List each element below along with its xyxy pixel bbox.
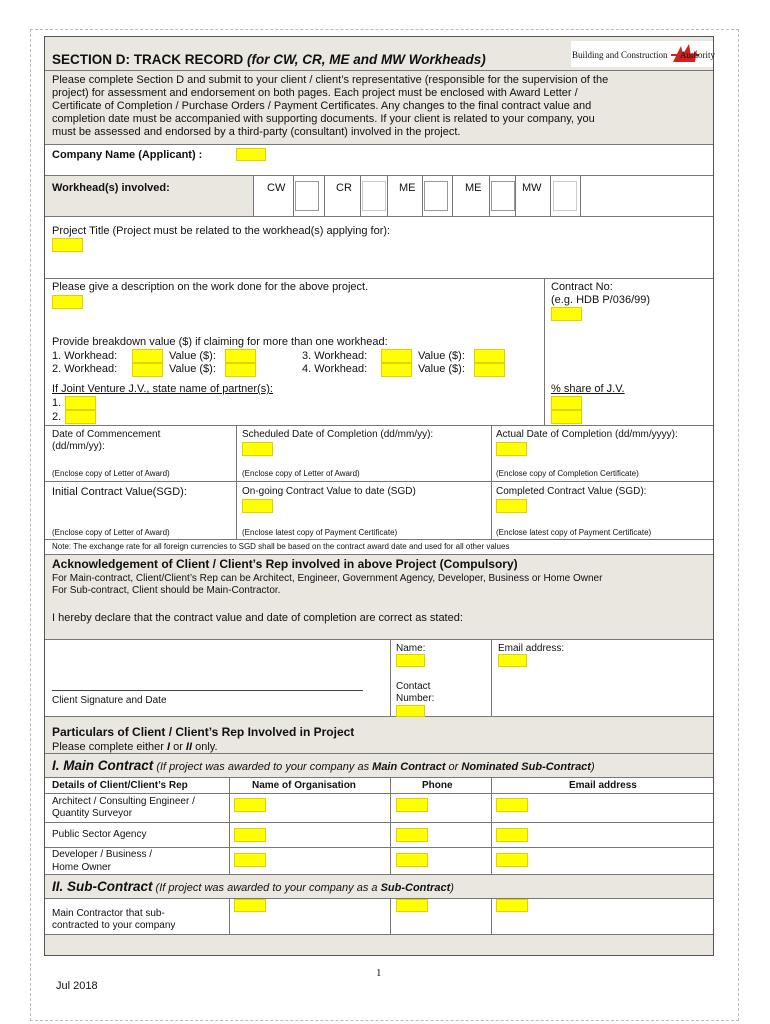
- column-organisation: Name of Organisation: [252, 780, 356, 791]
- table-row: [45, 794, 713, 823]
- developer-organisation-field[interactable]: [234, 853, 266, 867]
- signature-block: [45, 640, 713, 717]
- particulars-subtitle: Please complete either I or II only.: [52, 741, 218, 753]
- client-email-field[interactable]: [498, 654, 527, 667]
- section-header: [45, 37, 713, 71]
- completed-value-label: Completed Contract Value (SGD):: [496, 486, 647, 497]
- public-sector-email-field[interactable]: [496, 828, 528, 842]
- acknowledgement-section: [45, 555, 713, 640]
- workhead-1-label: 1. Workhead:: [52, 350, 118, 362]
- jv-share-2-field[interactable]: [551, 410, 582, 424]
- main-contract-table-header: [45, 778, 713, 794]
- row-public-sector: Public Sector Agency: [52, 829, 147, 840]
- workhead-me-2-checkbox[interactable]: [491, 181, 515, 211]
- contract-no-example: (e.g. HDB P/036/99): [551, 294, 651, 306]
- joint-venture-label: If Joint Venture J.V., state name of partner(s):: [52, 383, 273, 395]
- acknowledgement-line-2: For Sub-contract, Client should be Main-Contractor.: [52, 585, 281, 596]
- sub-contract-heading: II. Sub-Contract (If project was awarded to your company as a Sub-Contract): [52, 879, 454, 894]
- value-3-field[interactable]: [474, 349, 505, 363]
- workhead-code-me-2: ME: [465, 182, 482, 194]
- particulars-title: Particulars of Client / Client’s Rep Involved in Project: [52, 725, 355, 739]
- signature-label: Client Signature and Date: [52, 695, 167, 706]
- column-details: Details of Client/Client’s Rep: [52, 780, 188, 791]
- section-title: SECTION D: TRACK RECORD (for CW, CR, ME and MW Workheads): [52, 52, 486, 67]
- main-contractor-organisation-field[interactable]: [234, 899, 266, 912]
- table-row: [45, 848, 713, 875]
- actual-completion-label: Actual Date of Completion (dd/mm/yyyy):: [496, 429, 678, 440]
- intro-line-5: must be assessed and endorsed by a third-party (consultant) involved in the project.: [52, 126, 461, 138]
- description-field[interactable]: [52, 295, 83, 309]
- architect-organisation-field[interactable]: [234, 798, 266, 812]
- description-label: Please give a description on the work done for the above project.: [52, 281, 369, 293]
- architect-email-field[interactable]: [496, 798, 528, 812]
- form-footer-band: [45, 935, 713, 955]
- jv-partner-1-field[interactable]: [65, 396, 96, 410]
- company-name-label: Company Name (Applicant) :: [52, 149, 203, 161]
- value-4-label: Value ($):: [418, 363, 465, 375]
- project-title-row: [45, 217, 713, 279]
- page-number: 1: [376, 967, 382, 979]
- values-row: [45, 482, 713, 540]
- completed-value-note: (Enclose latest copy of Payment Certificate): [496, 528, 652, 537]
- logo-text-right: Authority: [680, 50, 715, 60]
- workhead-2-label: 2. Workhead:: [52, 363, 118, 375]
- value-1-label: Value ($):: [169, 350, 216, 362]
- developer-phone-field[interactable]: [396, 853, 428, 867]
- architect-phone-field[interactable]: [396, 798, 428, 812]
- workhead-3-field[interactable]: [381, 349, 412, 363]
- dates-row: [45, 426, 713, 482]
- workhead-code-cr: CR: [336, 182, 352, 194]
- intro-line-2: project) for assessment and endorsement on both pages. Each project must be enclosed with Award Letter /: [52, 87, 578, 99]
- value-3-label: Value ($):: [418, 350, 465, 362]
- company-name-row: [45, 145, 713, 176]
- public-sector-phone-field[interactable]: [396, 828, 428, 842]
- workhead-code-me-1: ME: [399, 182, 416, 194]
- workhead-cr-checkbox[interactable]: [362, 181, 386, 211]
- declaration-text: I hereby declare that the contract value and date of completion are correct as stated:: [52, 612, 463, 624]
- scheduled-completion-field[interactable]: [242, 442, 273, 456]
- table-row: [45, 899, 713, 935]
- workhead-code-cw: CW: [267, 182, 286, 194]
- ongoing-value-field[interactable]: [242, 499, 273, 513]
- company-name-field[interactable]: [236, 148, 266, 161]
- sub-contract-heading-row: [45, 875, 713, 899]
- main-contractor-email-field[interactable]: [496, 899, 528, 912]
- actual-completion-note: (Enclose copy of Completion Certificate): [496, 469, 639, 478]
- description-row: [45, 279, 713, 379]
- workheads-label: Workhead(s) involved:: [52, 182, 170, 194]
- initial-value-note: (Enclose copy of Letter of Award): [52, 528, 170, 537]
- workhead-4-field[interactable]: [381, 363, 412, 377]
- ongoing-value-label: On-going Contract Value to date (SGD): [242, 486, 416, 497]
- workheads-cells: [253, 176, 713, 216]
- contact-label-1: Contact: [396, 681, 431, 692]
- table-row: [45, 823, 713, 848]
- contract-no-field[interactable]: [551, 307, 582, 321]
- exchange-rate-note: Note: The exchange rate for all foreign currencies to SGD shall be based on the contract award date and used for all other values: [52, 542, 510, 551]
- jv-partner-2-label: 2.: [52, 411, 62, 423]
- project-title-field[interactable]: [52, 238, 83, 252]
- jv-partner-2-field[interactable]: [65, 410, 96, 424]
- scheduled-completion-label: Scheduled Date of Completion (dd/mm/yy):: [242, 429, 434, 440]
- particulars-header: [45, 717, 713, 754]
- email-label: Email address:: [498, 643, 565, 654]
- joint-venture-row: [45, 379, 713, 426]
- value-4-field[interactable]: [474, 363, 505, 377]
- workheads-row: [45, 176, 713, 217]
- intro-line-4: completion date must be accompanied with supporting documents. If your client is related to your company, you: [52, 113, 595, 125]
- workhead-4-label: 4. Workhead:: [302, 363, 368, 375]
- workhead-cw-checkbox[interactable]: [295, 181, 319, 211]
- exchange-rate-note-row: [45, 540, 713, 555]
- breakdown-label: Provide breakdown value ($) if claiming for more than one workhead:: [52, 336, 388, 348]
- main-contract-heading: I. Main Contract (If project was awarded to your company as Main Contract or Nominated Sub-Contract): [52, 758, 595, 773]
- workhead-3-label: 3. Workhead:: [302, 350, 368, 362]
- column-phone: Phone: [422, 780, 453, 791]
- value-2-label: Value ($):: [169, 363, 216, 375]
- signature-line[interactable]: [52, 690, 363, 691]
- ongoing-value-note: (Enclose latest copy of Payment Certificate): [242, 528, 398, 537]
- contract-no-label: Contract No:: [551, 281, 613, 293]
- contact-label-2: Number:: [396, 693, 435, 704]
- project-title-label: Project Title (Project must be related to the workhead(s) applying for):: [52, 225, 391, 237]
- completed-value-field[interactable]: [496, 499, 527, 513]
- jv-share-label: % share of J.V.: [551, 383, 625, 395]
- row-main-contractor-line-2: contracted to your company: [52, 920, 176, 931]
- track-record-form: [44, 36, 714, 956]
- name-label: Name:: [396, 643, 426, 654]
- main-contract-heading-row: [45, 754, 713, 778]
- workhead-me-1-checkbox[interactable]: [424, 181, 448, 211]
- client-name-field[interactable]: [396, 654, 425, 667]
- workhead-mw-checkbox[interactable]: [553, 181, 577, 211]
- acknowledgement-line-1: For Main-contract, Client/Client’s Rep can be Architect, Engineer, Government Agency, Developer, Business or Home Owner: [52, 573, 603, 584]
- bca-logo: [571, 41, 713, 67]
- contact-number-field[interactable]: [396, 705, 425, 717]
- jv-share-1-field[interactable]: [551, 396, 582, 410]
- value-2-field[interactable]: [225, 363, 256, 377]
- workhead-2-field[interactable]: [132, 363, 163, 377]
- commencement-format: (dd/mm/yy):: [52, 441, 105, 452]
- workhead-code-mw: MW: [522, 182, 542, 194]
- actual-completion-field[interactable]: [496, 442, 527, 456]
- row-architect-line-1: Architect / Consulting Engineer /: [52, 796, 195, 807]
- value-1-field[interactable]: [225, 349, 256, 363]
- row-main-contractor-line-1: Main Contractor that sub-: [52, 908, 165, 919]
- workhead-1-field[interactable]: [132, 349, 163, 363]
- jv-partner-1-label: 1.: [52, 397, 62, 409]
- initial-value-label: Initial Contract Value(SGD):: [52, 486, 187, 498]
- intro-line-3: Certificate of Completion / Purchase Orders / Payment Certificates. Any changes to the final contract value and: [52, 100, 592, 112]
- developer-email-field[interactable]: [496, 853, 528, 867]
- row-developer-line-1: Developer / Business /: [52, 849, 153, 860]
- commencement-note: (Enclose copy of Letter of Award): [52, 469, 170, 478]
- logo-text-left: Building and Construction: [572, 50, 668, 60]
- section-subtitle: (for CW, CR, ME and MW Workheads): [247, 52, 486, 67]
- row-developer-line-2: Home Owner: [52, 862, 111, 873]
- intro-section: [45, 71, 713, 145]
- main-contractor-phone-field[interactable]: [396, 899, 428, 912]
- column-email: Email address: [569, 780, 637, 791]
- commencement-label: Date of Commencement: [52, 429, 161, 440]
- row-architect-line-2: Quantity Surveyor: [52, 808, 133, 819]
- intro-line-1: Please complete Section D and submit to your client / client’s representative (responsible for the supervision of the: [52, 74, 609, 86]
- public-sector-organisation-field[interactable]: [234, 828, 266, 842]
- acknowledgement-title: Acknowledgement of Client / Client’s Rep involved in above Project (Compulsory): [52, 557, 518, 571]
- footer-date: Jul 2018: [56, 980, 98, 992]
- scheduled-completion-note: (Enclose copy of Letter of Award): [242, 469, 360, 478]
